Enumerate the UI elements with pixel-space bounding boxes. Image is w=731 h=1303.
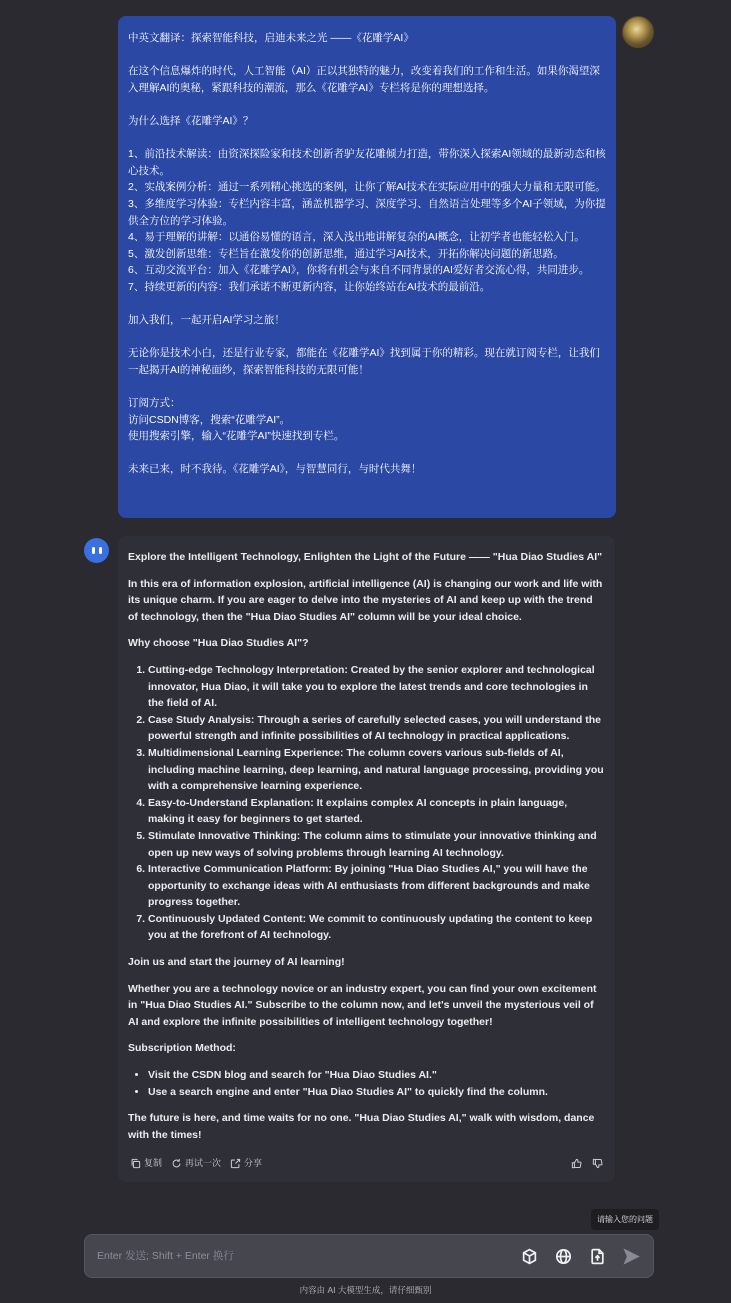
closing-text: The future is here, and time waits for no one. "Hua Diao Studies AI," walk with wisdom, dance with the times! (128, 1112, 595, 1141)
list-item: • Use a search engine and enter "Hua Diao Studies AI" to quickly find the column. (148, 1084, 605, 1101)
input-tooltip: 请输入您的问题 (591, 1209, 659, 1230)
share-button[interactable] (230, 1155, 262, 1172)
join-text: Join us and start the journey of AI learning! (128, 956, 345, 969)
list-item: 1. Cutting-edge Technology Interpretation: Created by the senior explorer and technological innovator, Hua Diao, it will take you to explore the latest trends and core technologies in the field of AI. (148, 662, 605, 712)
user-avatar[interactable] (622, 16, 654, 48)
chat-input-bar (84, 1234, 654, 1278)
reasons-list (128, 662, 605, 944)
send-button[interactable] (621, 1246, 641, 1266)
assistant-avatar (84, 538, 109, 563)
message-title: Explore the Intelligent Technology, Enlighten the Light of the Future —— "Hua Diao Studies AI" (128, 551, 603, 563)
cube-icon (521, 1248, 538, 1265)
retry-button[interactable] (171, 1155, 221, 1172)
list-item: 3. Multidimensional Learning Experience: The column covers various sub-fields of AI, including machine learning, deep learning, and natural language processing, providing you with a comprehensive learning experience. (148, 745, 605, 795)
assistant-message-bubble (118, 536, 615, 1182)
copy-icon (130, 1158, 141, 1169)
avatar-eye-left (92, 547, 95, 554)
message-actions (130, 1155, 603, 1172)
upload-file-button[interactable] (587, 1246, 607, 1266)
list-item: 4. Easy-to-Understand Explanation: It explains complex AI concepts in plain language, making it easy for beginners to get started. (148, 795, 605, 828)
list-item: • Visit the CSDN blog and search for "Hua Diao Studies AI." (148, 1067, 605, 1084)
list-item: 5. Stimulate Innovative Thinking: The column aims to stimulate your innovative thinking and open up new ways of solving problems through learning AI technology. (148, 828, 605, 861)
copy-label: 复制 (144, 1158, 163, 1169)
thumbs-down-button[interactable] (592, 1158, 603, 1169)
share-label: 分享 (244, 1158, 263, 1169)
retry-label: 再试一次 (185, 1158, 222, 1169)
message-intro: In this era of information explosion, artificial intelligence (AI) is changing our work and life with its unique charm. If you are eager to delve into the mysteries of AI and keep up with the trend of technology, then the "Hua Diao Studies AI" column will be your ideal choice. (128, 577, 603, 623)
share-icon (230, 1158, 241, 1169)
upload-file-icon (589, 1248, 606, 1265)
thumbs-up-button[interactable] (571, 1158, 582, 1169)
list-item: 7. Continuously Updated Content: We commit to continuously updating the content to keep you at the forefront of AI technology. (148, 911, 605, 944)
thumbs-up-icon (571, 1158, 582, 1169)
avatar-eye-right (99, 547, 102, 554)
list-item: 6. Interactive Communication Platform: By joining "Hua Diao Studies AI," you will have the opportunity to exchange ideas with AI enthusiasts from different backgrounds and make progress together. (148, 861, 605, 911)
copy-button[interactable] (130, 1155, 162, 1172)
disclaimer-footer: 内容由 AI 大模型生成，请仔细甄别 (299, 1285, 432, 1295)
web-search-button[interactable] (553, 1246, 573, 1266)
list-item: 2. Case Study Analysis: Through a series of carefully selected cases, you will understand the powerful strength and infinite possibilities of AI technology in practical applications. (148, 712, 605, 745)
subscription-heading: Subscription Method: (128, 1042, 236, 1055)
subscription-list (128, 1067, 605, 1100)
whether-text: Whether you are a technology novice or an industry expert, you can find your own excitement in "Hua Diao Studies AI." Subscribe to the column now, and let's unveil the mysterious veil of AI and explore the infinite possibilities of intelligent technology together! (128, 982, 597, 1028)
send-icon (623, 1248, 640, 1265)
retry-icon (171, 1158, 182, 1169)
user-message-row (118, 16, 658, 518)
user-message-bubble: 中英文翻译：探索智能科技，启迪未来之光 ——《花雕学AI》 在这个信息爆炸的时代，人工智能（AI）正以其独特的魅力，改变着我们的工作和生活。如果你渴望深入理解AI的奥秘，紧跟科技的潮流，那么《花雕学AI》专栏将是你的理想选择。 为什么选择《花雕学AI》？ 1、前沿技术解读：由资深探险家和技术创新者驴友花雕倾力打造，带你深入探索AI领域的最新动态和核心技术。 2、实战案例分析：通过一系列精心挑选的案例，让你了解AI技术在实际应用中的强大力量和无限可能。 3、多维度学习体验：专栏内容丰富，涵盖机器学习、深度学习、自然语言处理等多个AI子领域，为你提供全方位的学习体验。 4、易于理解的讲解：以通俗易懂的语言，深入浅出地讲解复杂的AI概念，让初学者也能轻松入门。 5、激发创新思维：专栏旨在激发你的创新思维，通过学习AI技术，开拓你解决问题的新思路。 6、互动交流平台：加入《花雕学AI》，你将有机会与来自不同背景的AI爱好者交流心得，共同进步。 7、持续更新的内容：我们承诺不断更新内容，让你始终站在AI技术的最前沿。 加入我们，一起开启AI学习之旅！ 无论你是技术小白，还是行业专家，都能在《花雕学AI》找到属于你的精彩。现在就订阅专栏，让我们一起揭开AI的神秘面纱，探索智能科技的无限可能！ 订阅方式： 访问CSDN博客，搜索“花雕学AI”。 使用搜索引擎，输入“花雕学AI”快速找到专栏。 未来已来，时不我待。《花雕学AI》，与智慧同行，与时代共舞！ (118, 16, 616, 518)
thumbs-down-icon (592, 1158, 603, 1169)
plugin-button[interactable] (519, 1246, 539, 1266)
why-heading: Why choose "Hua Diao Studies AI"? (128, 637, 309, 650)
globe-icon (555, 1248, 572, 1265)
chat-input[interactable] (97, 1250, 505, 1262)
